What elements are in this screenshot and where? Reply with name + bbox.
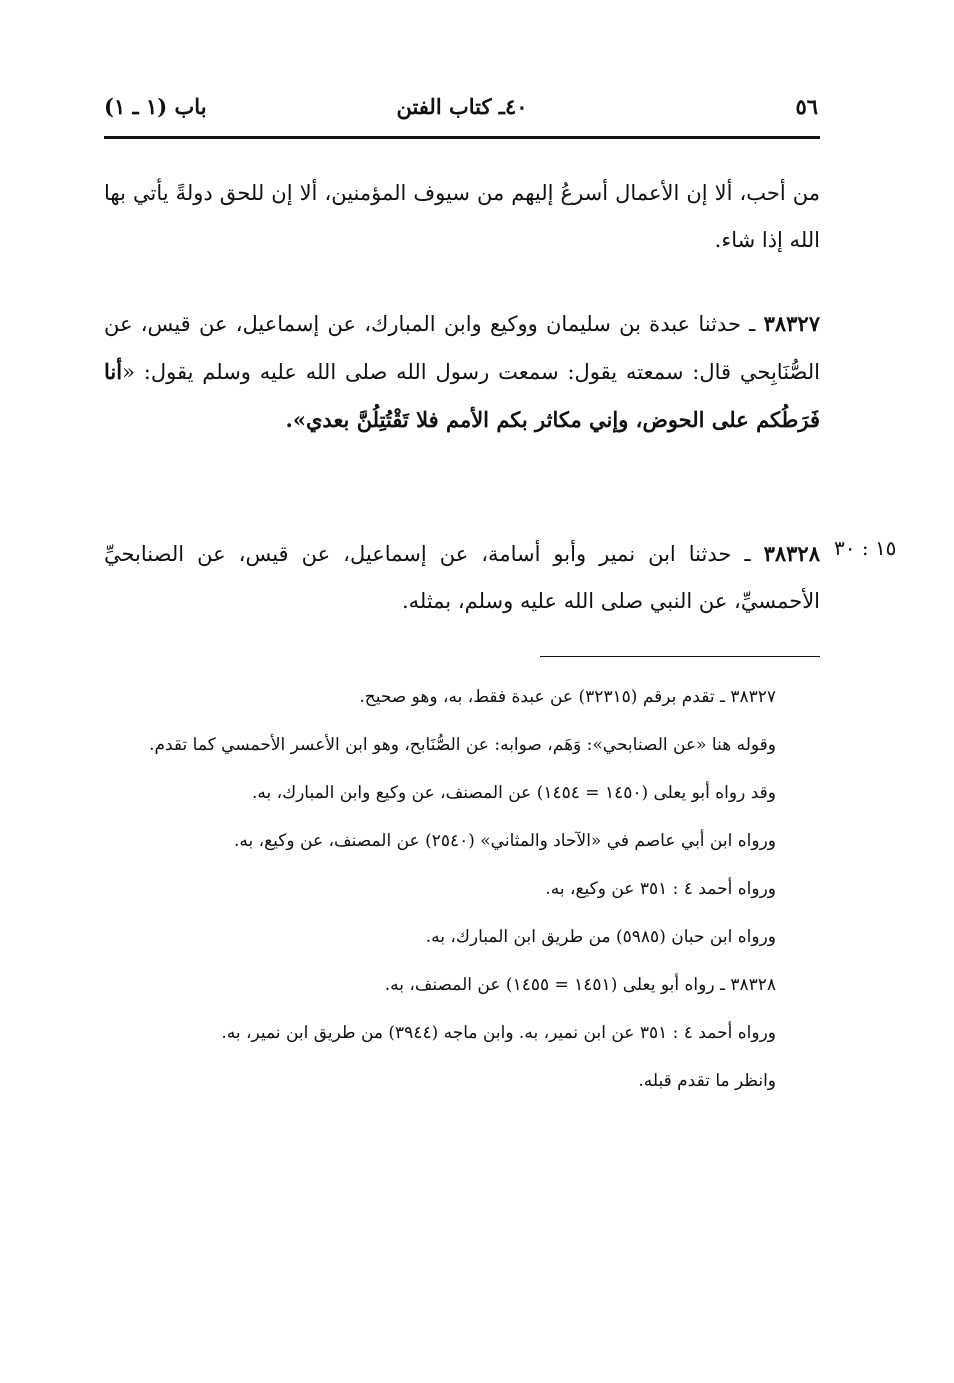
- footnote: ٣٨٣٢٧ ـ تقدم برقم (٣٢٣١٥) عن عبدة فقط، به، وهو صحيح.: [359, 687, 776, 707]
- paragraph-continuation: [104, 170, 820, 264]
- footnote: ورواه ابن أبي عاصم في «الآحاد والمثاني» (٢٥٤٠) عن المصنف، عن وكيع، به.: [233, 831, 776, 851]
- footnote: وانظر ما تقدم قبله.: [638, 1071, 776, 1091]
- footnote: ورواه أحمد ٤ : ٣٥١ عن ابن نمير، به. وابن ماجه (٣٩٤٤) من طريق ابن نمير، به.: [221, 1023, 776, 1043]
- book-title: ٤٠ـ كتاب الفتن: [396, 94, 528, 119]
- hadith-38327: [104, 300, 820, 444]
- header-rule: [104, 136, 820, 139]
- footnote: وقد رواه أبو يعلى (١٤٥٠ = ١٤٥٤) عن المصنف، عن وكيع وابن المبارك، به.: [251, 783, 776, 803]
- hadith-quote-end: ».: [285, 407, 306, 432]
- hadith-chain: ـ حدثنا ابن نمير وأبو أسامة، عن إسماعيل، عن قيس، عن الصنابحيِّ الأحمسيِّ، عن النبي صلى الله عليه وسلم، بمثله.: [104, 542, 820, 613]
- hadith-number: ٣٨٣٢٨: [763, 541, 820, 566]
- hadith-number: ٣٨٣٢٧: [763, 311, 820, 336]
- page-number: ٥٦: [795, 94, 818, 119]
- margin-reference: ١٥ : ٣٠: [834, 536, 897, 560]
- footnote-separator: [540, 656, 820, 657]
- hadith-chain: ـ حدثنا عبدة بن سليمان ووكيع وابن المبارك، عن إسماعيل، عن قيس، عن الصُّنَابِحي قال: سمعته يقول: سمعت رسول الله صلى الله عليه وسلم يقول: «: [104, 312, 820, 384]
- hadith-38328: [104, 530, 820, 625]
- footnote: ٣٨٣٢٨ ـ رواه أبو يعلى (١٤٥١ = ١٤٥٥) عن المصنف، به.: [384, 975, 776, 995]
- footnote: ورواه ابن حبان (٥٩٨٥) من طريق ابن المبارك، به.: [425, 927, 776, 947]
- footnotes: [104, 676, 820, 1108]
- page-header: [104, 94, 820, 134]
- footnote: ورواه أحمد ٤ : ٣٥١ عن وكيع، به.: [545, 879, 776, 899]
- chapter-label: باب (١ ـ ١): [104, 94, 207, 119]
- paragraph-text: من أحب، ألا إن الأعمال أسرعُ إليهم من سيوف المؤمنين، ألا إن للحق دولةً يأتي بها الله إذا شاء.: [104, 181, 820, 252]
- footnote: وقوله هنا «عن الصنابحي»: وَهَم، صوابه: عن الصُّنَابح، وهو ابن الأعسر الأحمسي كما تقدم.: [149, 735, 776, 755]
- hadith-quote: أنا فَرَطُكم على الحوض، وإني مكاثر بكم الأمم فلا تَقْتُتِلُنَّ بعدي: [104, 359, 820, 432]
